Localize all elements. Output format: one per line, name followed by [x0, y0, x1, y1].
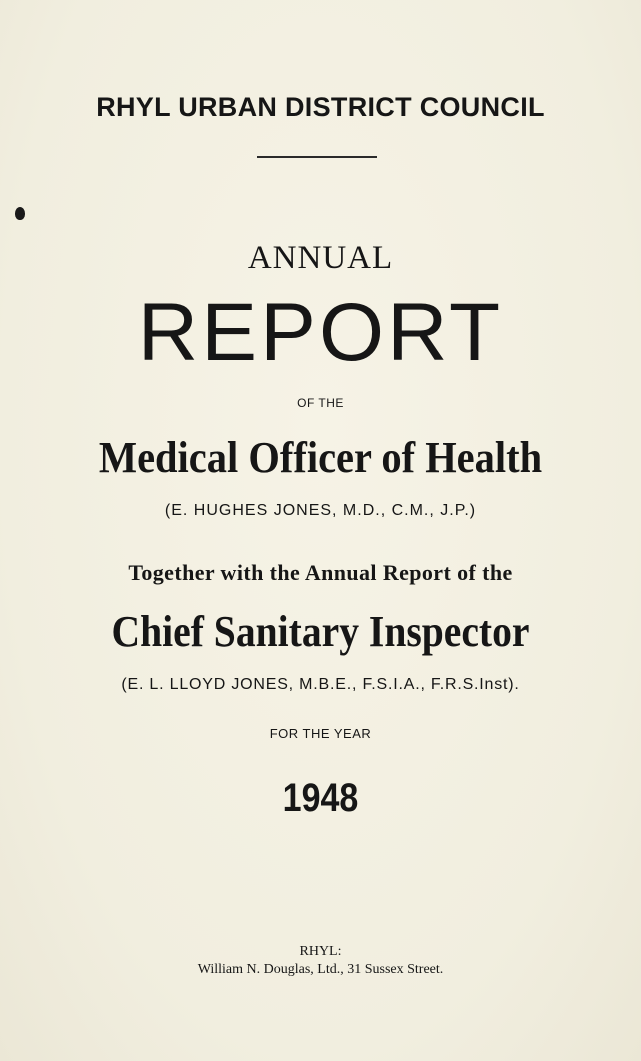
title-of-the: OF THE — [297, 396, 344, 410]
council-name: RHYL URBAN DISTRICT COUNCIL — [96, 92, 545, 122]
for-the-year-label: FOR THE YEAR — [269, 726, 372, 741]
medical-officer-names: (E. HUGHES JONES, M.D., C.M., J.P.) — [164, 502, 477, 519]
report-year: 1948 — [282, 776, 359, 820]
medical-officer-heading: Medical Officer of Health — [98, 433, 543, 482]
together-line: Together with the Annual Report of the — [128, 560, 513, 585]
imprint-printer: William N. Douglas, Ltd., 31 Sussex Street. — [197, 962, 444, 977]
title-annual: ANNUAL — [247, 240, 394, 276]
ink-blot-mark — [15, 207, 25, 220]
sanitary-inspector-heading: Chief Sanitary Inspector — [111, 607, 530, 656]
imprint-place: RHYL: — [299, 944, 342, 959]
title-report: REPORT — [137, 287, 504, 378]
sanitary-inspector-names: (E. L. LLOYD JONES, M.B.E., F.S.I.A., F.R.S.Inst). — [121, 676, 520, 693]
divider-rule — [257, 156, 377, 158]
